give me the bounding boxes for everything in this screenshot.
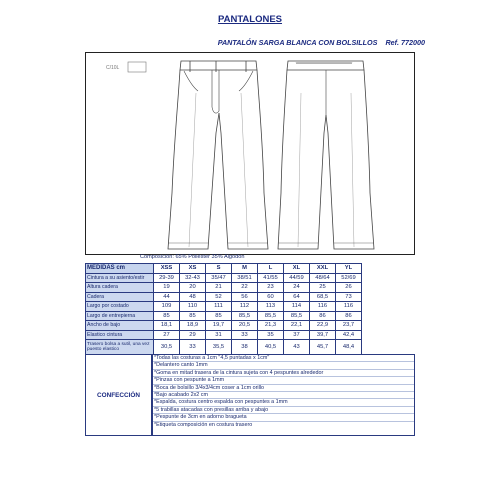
list-item: *Espalda, costura centro espalda con pespuntes a 1mm xyxy=(153,399,414,406)
measure-value: 35,5 xyxy=(206,340,232,355)
measure-value: 85 xyxy=(154,311,180,321)
measure-value: 20 xyxy=(180,283,206,293)
size-header: XXL xyxy=(310,264,336,274)
tag-box xyxy=(128,62,146,72)
measure-value: 85,5 xyxy=(258,311,284,321)
measure-value: 32-43 xyxy=(180,273,206,283)
measure-value: 44/59 xyxy=(284,273,310,283)
measure-value: 68,5 xyxy=(310,292,336,302)
size-header: S xyxy=(206,264,232,274)
measure-value: 52/69 xyxy=(336,273,362,283)
measure-value: 29 xyxy=(180,330,206,340)
measure-value: 56 xyxy=(232,292,258,302)
measure-value: 48/64 xyxy=(310,273,336,283)
measure-label: Largo de entrepierna xyxy=(86,311,154,321)
measure-value: 85 xyxy=(180,311,206,321)
measure-value: 39,7 xyxy=(310,330,336,340)
measure-label: Elastico cintura xyxy=(86,330,154,340)
confection-list xyxy=(152,354,415,436)
measures-header-label: MEDIDAS cm xyxy=(86,264,154,274)
measure-value: 114 xyxy=(284,302,310,312)
measure-value: 19,7 xyxy=(206,321,232,331)
measure-value: 45,7 xyxy=(310,340,336,355)
measure-label: Ancho de bajo xyxy=(86,321,154,331)
measure-value: 33 xyxy=(232,330,258,340)
measure-value: 22 xyxy=(232,283,258,293)
measure-value: 44 xyxy=(154,292,180,302)
measure-value: 35/47 xyxy=(206,273,232,283)
list-item: *Boca de bolsillo 3/4x3/4cm coser a 1cm orillo xyxy=(153,385,414,392)
confection-label: CONFECCIÓN xyxy=(85,354,152,436)
list-item: *5 trabillas atacadas con presillas arriba y abajo xyxy=(153,407,414,414)
measure-value: 27 xyxy=(154,330,180,340)
table-row xyxy=(86,311,362,321)
measure-value: 85 xyxy=(206,311,232,321)
measure-value: 22,9 xyxy=(310,321,336,331)
size-header: XL xyxy=(284,264,310,274)
measure-value: 111 xyxy=(206,302,232,312)
measure-value: 86 xyxy=(336,311,362,321)
measure-value: 48 xyxy=(180,292,206,302)
pants-drawing xyxy=(86,53,416,256)
measure-value: 42,4 xyxy=(336,330,362,340)
measure-value: 21 xyxy=(206,283,232,293)
measure-value: 85,5 xyxy=(284,311,310,321)
table-row xyxy=(86,273,362,283)
measure-value: 25 xyxy=(310,283,336,293)
measure-value: 109 xyxy=(154,302,180,312)
list-item: *Todas las costuras a 1cm "4,5 puntadas x 1cm" xyxy=(153,355,414,362)
size-header: XS xyxy=(180,264,206,274)
table-row xyxy=(86,330,362,340)
product-name: PANTALÓN SARGA BLANCA CON BOLSILLOS xyxy=(217,38,378,47)
measure-value: 26 xyxy=(336,283,362,293)
measure-value: 64 xyxy=(284,292,310,302)
table-row xyxy=(86,321,362,331)
measure-value: 37 xyxy=(284,330,310,340)
measure-value: 52 xyxy=(206,292,232,302)
measure-value: 18,9 xyxy=(180,321,206,331)
size-header: XSS xyxy=(154,264,180,274)
product-reference: Ref. 772000 xyxy=(385,38,425,47)
measure-value: 116 xyxy=(310,302,336,312)
measurements-table xyxy=(85,263,362,355)
measure-value: 18,1 xyxy=(154,321,180,331)
list-item: *Bajo acabado 2x2 cm xyxy=(153,392,414,399)
measure-value: 38/51 xyxy=(232,273,258,283)
measure-value: 113 xyxy=(258,302,284,312)
measure-value: 116 xyxy=(336,302,362,312)
measure-label: Altura cadera xyxy=(86,283,154,293)
list-item: *Etiqueta composición en costura trasero xyxy=(154,421,253,428)
measure-label: Trasero bolsa a sutil, una vez puesto elastico xyxy=(86,340,154,355)
measure-value: 22,1 xyxy=(284,321,310,331)
measure-value: 23 xyxy=(258,283,284,293)
table-row xyxy=(86,302,362,312)
measure-value: 31 xyxy=(206,330,232,340)
list-item: *Delantero canto 1mm xyxy=(153,362,414,369)
measure-value: 19 xyxy=(154,283,180,293)
measure-value: 24 xyxy=(284,283,310,293)
size-header: M xyxy=(232,264,258,274)
measure-label: Largo por costado xyxy=(86,302,154,312)
list-item: *Goma en mitad trasera de la cintura sujeta con 4 pespuntes alrededor xyxy=(153,370,414,377)
product-subtitle xyxy=(175,38,425,47)
measure-value: 48,4 xyxy=(336,340,362,355)
table-row xyxy=(86,292,362,302)
list-item: *Pespunte de 3cm en adorno bragueta xyxy=(153,414,414,421)
measure-value: 110 xyxy=(180,302,206,312)
measure-value: 35 xyxy=(258,330,284,340)
front-view xyxy=(168,61,268,249)
table-row xyxy=(86,340,362,355)
measure-value: 85,5 xyxy=(232,311,258,321)
measure-value: 29-39 xyxy=(154,273,180,283)
measure-label: Cintura a su asiento/estir xyxy=(86,273,154,283)
measure-value: 20,5 xyxy=(232,321,258,331)
measure-value: 23,7 xyxy=(336,321,362,331)
page-title: PANTALONES xyxy=(217,14,283,25)
measure-value: 112 xyxy=(232,302,258,312)
measure-value: 41/55 xyxy=(258,273,284,283)
measure-value: 43 xyxy=(284,340,310,355)
measure-value: 73 xyxy=(336,292,362,302)
list-item: *Pinzas con pespunte a 1mm xyxy=(153,377,414,384)
measure-value: 40,5 xyxy=(258,340,284,355)
measure-value: 86 xyxy=(310,311,336,321)
size-header: YL xyxy=(336,264,362,274)
technical-drawing xyxy=(85,52,415,255)
measure-value: 30,5 xyxy=(154,340,180,355)
back-view xyxy=(278,61,374,249)
measure-value: 33 xyxy=(180,340,206,355)
table-row xyxy=(86,283,362,293)
size-header: L xyxy=(258,264,284,274)
measure-label: Cadera xyxy=(86,292,154,302)
measure-value: 60 xyxy=(258,292,284,302)
measurements-header-row xyxy=(86,264,362,274)
measure-value: 21,3 xyxy=(258,321,284,331)
fabric-composition: Composición: 65% Poliéster 35% Algodón xyxy=(140,254,245,260)
tag-label: C/10L xyxy=(106,65,120,71)
measure-value: 38 xyxy=(232,340,258,355)
